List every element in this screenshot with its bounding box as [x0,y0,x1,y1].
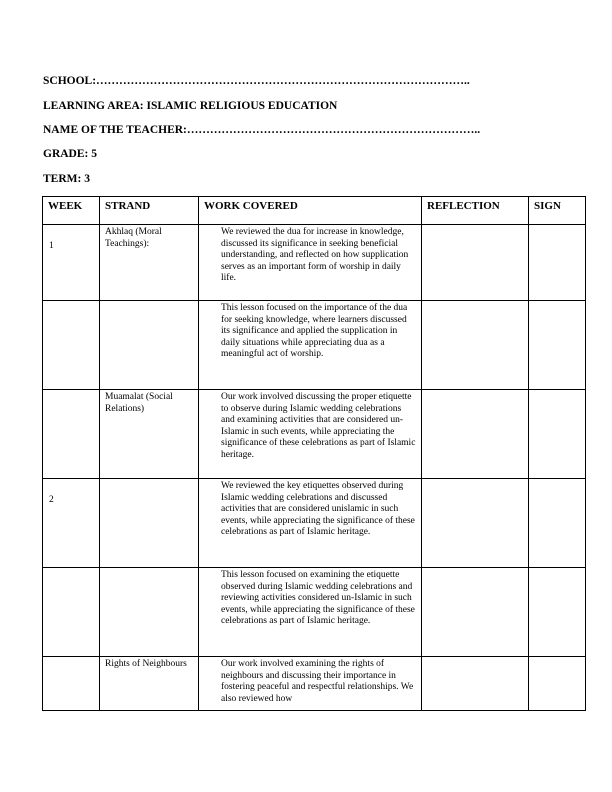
col-header-reflection: REFLECTION [422,197,529,225]
table-row [43,225,586,301]
sign-cell [529,390,586,479]
reflection-cell [422,479,529,568]
sign-cell [529,225,586,301]
week-cell [43,657,100,711]
reflection-cell [422,301,529,390]
work-covered-cell: We reviewed the dua for increase in knowledge, discussed its significance in seeking beneficial understanding, and reflected on how supplication serves as an important form of worship in daily life. [199,225,422,301]
col-header-week: WEEK [43,197,100,225]
reflection-cell [422,225,529,301]
table-row [43,657,586,711]
table-row [43,479,586,568]
strand-cell: Rights of Neighbours [100,657,199,711]
strand-cell: Akhlaq (Moral Teachings): [100,225,199,301]
learning-area: LEARNING AREA: ISLAMIC RELIGIOUS EDUCATION [43,100,338,112]
strand-cell [100,568,199,657]
strand-cell [100,479,199,568]
strand-cell: Muamalat (Social Relations) [100,390,199,479]
teacher-name-field: NAME OF THE TEACHER:………………………………………………………………….. [43,124,481,136]
sign-cell [529,479,586,568]
work-covered-cell: Our work involved discussing the proper etiquette to observe during Islamic wedding celebrations and examining activities that are considered un-Islamic in such events, while appreciating the significance of these celebrations as part of Islamic heritage. [199,390,422,479]
reflection-cell [422,568,529,657]
sign-cell [529,657,586,711]
reflection-cell [422,657,529,711]
work-covered-cell: Our work involved examining the rights of neighbours and discussing their importance in fostering peaceful and respectful relationships. We also reviewed how [199,657,422,711]
reflection-cell [422,390,529,479]
week-cell: 2 [43,479,100,568]
table-row [43,301,586,390]
col-header-strand: STRAND [100,197,199,225]
term-label: TERM: 3 [43,173,90,185]
strand-cell [100,301,199,390]
school-field: SCHOOL:…………………………………………………………………………………….. [43,75,470,87]
col-header-work-covered: WORK COVERED [199,197,422,225]
work-covered-cell: We reviewed the key etiquettes observed during Islamic wedding celebrations and discussed activities that are considered unislamic in such events, while appreciating the significance of these celebrations as part of Islamic heritage. [199,479,422,568]
week-cell [43,301,100,390]
sign-cell [529,568,586,657]
sign-cell [529,301,586,390]
grade-label: GRADE: 5 [43,148,97,160]
week-cell: 1 [43,225,100,301]
col-header-sign: SIGN [529,197,586,225]
table-row [43,568,586,657]
table-header-row [43,197,586,225]
week-cell [43,390,100,479]
table-row [43,390,586,479]
work-covered-cell: This lesson focused on the importance of the dua for seeking knowledge, where learners discussed its significance and applied the supplication in daily situations while appreciating dua as a meaningful act of worship. [199,301,422,390]
records-of-work-table [42,196,586,711]
week-cell [43,568,100,657]
work-covered-cell: This lesson focused on examining the etiquette observed during Islamic wedding celebrations and reviewing activities considered un-Islamic in such events, while appreciating the significance of these celebrations as part of Islamic heritage. [199,568,422,657]
